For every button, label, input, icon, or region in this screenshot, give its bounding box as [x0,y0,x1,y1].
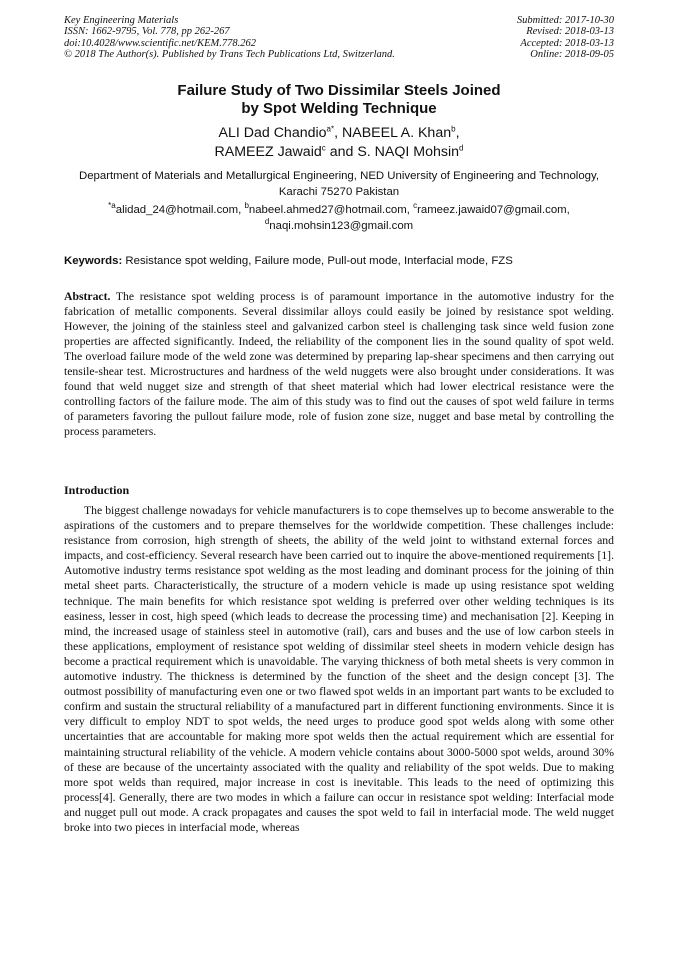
date-submitted: Submitted: 2017-10-30 [516,15,614,26]
email-2: nabeel.ahmed27@hotmail.com, [248,204,414,216]
emails-line-2 [64,218,614,234]
journal-name: Key Engineering Materials [64,15,179,26]
journal-issn: ISSN: 1662-9795, Vol. 778, pp 262-267 [64,26,230,38]
journal-info [64,15,395,61]
author-3: RAMEEZ Jawaid [214,144,322,160]
authors-line-2 [64,143,614,162]
email-4: naqi.mohsin123@gmail.com [269,220,414,232]
title-line-2: by Spot Welding Technique [241,100,437,117]
affiliation: Department of Materials and Metallurgical Engineering, NED University of Engineering and Technology, Karachi 75270 Pakistan [78,170,600,198]
author-1: ALI Dad Chandio [218,125,327,141]
email-3: rameez.jawaid07@gmail.com, [417,204,570,216]
author-sep-1: , [334,125,342,141]
introduction-text: The biggest challenge nowadays for vehicle manufacturers is to cope themselves up to become answerable to the aspirations of the customers and to prepare themselves for the worldwide competition. These challenges include: resistance from corrosion, high strength of sheets, the ability of the weld joint to withstand external forces and impacts, and cost-efficiency. Several research have been carried out to inquire the above-mentioned requirements [1]. Automotive industry terms resistance spot welding as the most leading and dominant process for the joining of thin metal sheet parts. Characteristically, the structure of a modern vehicle is made up using resistance spot welding technique. The main benefits for which resistance spot welding is preferred over other welding techniques is its easiness, lesser in cost, high speed (which leads to decrease the processing time) and mechanisation [2]. Keeping in mind, the increased usage of stainless steel in automotive (rail), cars and buses and the use of low carbon steels in these applications, employment of resistance spot welding of dissimilar steel sheets in modern vehicle design has become a practical requirement which is unavoidable. The varying thickness of both metal sheets is very common in automotive industry. The thickness is determined by the function of the sheet and the design concept [3]. The outmost possibility of manufacturing even one or two flawed spot welds in an important part wants to be excluded to confirm and sustain the structural reliability of a manufactured part in different functioning environments. Since it is very difficult to employ NDT to spot welds, the need urges to produce good spot welds along with some other uncertainties that are accountable for making more spot welds then the actual requirement which are essential for maintaining structural reliability of the vehicle. A modern vehicle contains about 3000-5000 spot welds, around 30% of these are because of the uncertainty associated with the quality and reliability of the spot welds. Due to making more spot welds than required, major increase in cost is inevitable. This leads to the need of optimizing this process[4]. Generally, there are two modes in which a failure can occur in resistance spot welding: Interfacial mode and nugget pull out mode. A crack propagates and causes the spot weld to fail in interfacial mode. The weld nugget broke into two pieces in interfacial mode, whereas [64,504,614,834]
email-2-sup: b [244,201,249,211]
author-list [64,124,614,162]
journal-doi: doi:10.4028/www.scientific.net/KEM.778.262 [64,37,256,49]
authors-line-1 [64,124,614,143]
email-4-sup: d [264,217,270,227]
abstract-label: Abstract. [64,290,111,303]
author-2-sup: b [451,124,456,134]
email-1: alidad_24@hotmail.com, [115,204,245,216]
keywords-label: Keywords: [64,255,123,267]
date-revised: Revised: 2018-03-13 [526,26,614,38]
submission-dates [517,15,614,61]
author-1-sup: a* [326,124,335,134]
journal-copyright: © 2018 The Author(s). Published by Trans Tech Publications Ltd, Switzerland. [64,49,395,61]
date-online: Online: 2018-09-05 [530,49,614,61]
author-3-sup: c [321,143,326,153]
author-4: S. NAQI Mohsin [357,144,460,160]
introduction-heading: Introduction [64,483,130,497]
author-emails [64,202,614,234]
paper-title [64,82,614,118]
keywords-text: Resistance spot welding, Failure mode, Pull-out mode, Interfacial mode, FZS [122,255,513,267]
keywords [64,254,614,268]
email-3-sup: c [413,201,418,211]
email-1-sup: *a [108,201,116,211]
abstract [64,289,614,439]
title-line-1: Failure Study of Two Dissimilar Steels Joined [177,82,501,99]
emails-line-1 [64,202,614,218]
author-4-sup: d [459,143,464,153]
abstract-text: The resistance spot welding process is of paramount importance in the automotive industry for the fabrication of metallic components. Several dissimilar alloys could easily be joined by resistance spot welding. However, the joining of the stainless steel and galvanized carbon steel is challenging task since weld fusion zone properties are affected significantly. Indeed, the reliability of the component lies in the sound quality of spot weld. The overload failure mode of the weld zone was determined by preparing lap-shear specimens and then carrying out tensile-shear test. Microstructures and hardness of the weld nuggets were also brought under considerations. It was found that weld nugget size and strength of that sheet material which had lower electrical resistance were the controlling factors of the failure mode. The aim of this study was to find out the causes of spot weld failure in terms of parameters favoring the pullout failure mode, role of fusion zone size, nugget and base metal by controlling the process parameters. [64,290,614,439]
date-accepted: Accepted: 2018-03-13 [520,37,614,49]
author-sep-3: and [325,144,358,160]
author-2: NABEEL A. Khan [342,125,452,141]
author-sep-2: , [455,125,460,141]
